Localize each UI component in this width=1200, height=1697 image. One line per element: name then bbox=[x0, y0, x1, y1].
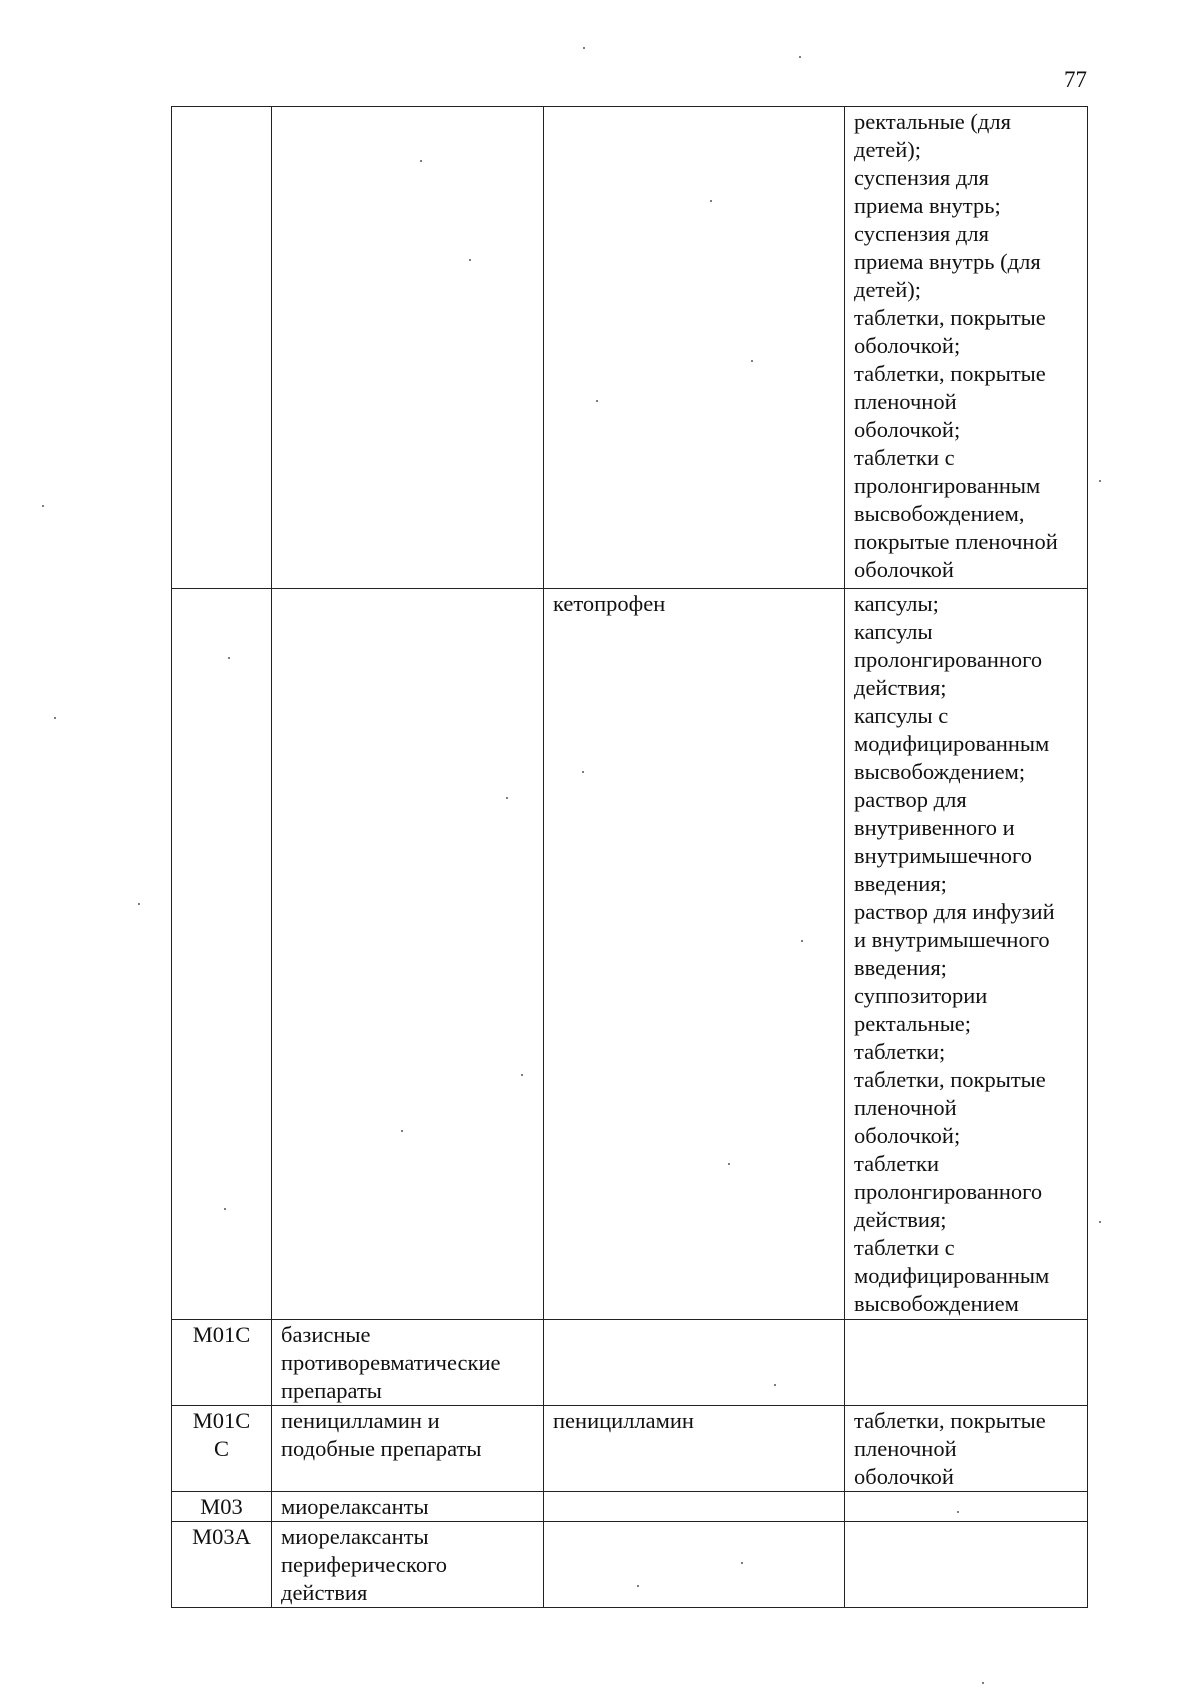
dosage-forms-cell bbox=[845, 1522, 1088, 1608]
cell-line: M01C bbox=[192, 1408, 251, 1433]
cell-line: ректальные (для bbox=[854, 109, 1011, 134]
medication-table bbox=[171, 106, 1088, 1608]
cell-line: действия bbox=[281, 1580, 368, 1605]
cell-line: миорелаксанты bbox=[281, 1524, 429, 1549]
cell-line: введения; bbox=[854, 871, 947, 896]
scan-speck bbox=[728, 1163, 730, 1165]
cell-line: таблетки с bbox=[854, 445, 955, 470]
group-cell bbox=[272, 1320, 544, 1406]
dosage-forms-cell bbox=[845, 1406, 1088, 1492]
cell-line: препараты bbox=[281, 1378, 382, 1403]
substance-cell: пеницилламин bbox=[544, 1406, 845, 1492]
cell-line: пленочной bbox=[854, 1095, 957, 1120]
scan-speck bbox=[228, 657, 230, 659]
atc-code-cell: M03A bbox=[172, 1522, 272, 1608]
cell-line: раствор для bbox=[854, 787, 967, 812]
cell-line: оболочкой; bbox=[854, 1123, 961, 1148]
cell-line: подобные препараты bbox=[281, 1436, 482, 1461]
scan-speck bbox=[582, 771, 584, 773]
substance-cell bbox=[544, 1320, 845, 1406]
table-row bbox=[172, 1320, 1088, 1406]
atc-code-cell: M03 bbox=[172, 1492, 272, 1522]
atc-code-cell bbox=[172, 107, 272, 589]
cell-line: таблетки, покрытые bbox=[854, 1067, 1046, 1092]
cell-line: капсулы; bbox=[854, 591, 939, 616]
scan-speck bbox=[596, 400, 598, 402]
cell-line: детей); bbox=[854, 277, 922, 302]
cell-line: пролонгированного bbox=[854, 1179, 1043, 1204]
cell-line: модифицированным bbox=[854, 1263, 1050, 1288]
table-row bbox=[172, 107, 1088, 589]
cell-line: высвобождением, bbox=[854, 501, 1025, 526]
cell-line: покрытые пленочной bbox=[854, 529, 1058, 554]
substance-cell: кетопрофен bbox=[544, 589, 845, 1320]
scan-speck bbox=[710, 200, 712, 202]
cell-line: приема внутрь (для bbox=[854, 249, 1041, 274]
scan-speck bbox=[801, 940, 803, 942]
cell-line: высвобождением; bbox=[854, 759, 1026, 784]
cell-line: таблетки bbox=[854, 1151, 940, 1176]
scan-speck bbox=[957, 1511, 959, 1513]
table-row bbox=[172, 1492, 1088, 1522]
dosage-forms-cell bbox=[845, 589, 1088, 1320]
scan-speck bbox=[401, 1130, 403, 1132]
scan-speck bbox=[751, 360, 753, 362]
cell-line: противоревматические bbox=[281, 1350, 501, 1375]
dosage-forms-cell bbox=[845, 107, 1088, 589]
cell-line: оболочкой; bbox=[854, 333, 961, 358]
cell-line: действия; bbox=[854, 675, 947, 700]
cell-line: и внутримышечного bbox=[854, 927, 1050, 952]
scan-speck bbox=[637, 1585, 639, 1587]
scan-speck bbox=[741, 1562, 743, 1564]
cell-line: детей); bbox=[854, 137, 922, 162]
cell-line: приема внутрь; bbox=[854, 193, 1001, 218]
cell-line: внутримышечного bbox=[854, 843, 1032, 868]
table-row bbox=[172, 1406, 1088, 1492]
table-row bbox=[172, 589, 1088, 1320]
scan-speck bbox=[1099, 480, 1101, 482]
cell-line: пленочной bbox=[854, 389, 957, 414]
cell-line: действия; bbox=[854, 1207, 947, 1232]
cell-line: суспензия для bbox=[854, 221, 989, 246]
scan-speck bbox=[521, 1074, 523, 1076]
group-cell bbox=[272, 1492, 544, 1522]
atc-code-cell bbox=[172, 589, 272, 1320]
cell-line: таблетки, покрытые bbox=[854, 305, 1046, 330]
cell-line: внутривенного и bbox=[854, 815, 1015, 840]
scan-speck bbox=[224, 1208, 226, 1210]
cell-line: оболочкой; bbox=[854, 417, 961, 442]
scan-speck bbox=[982, 1682, 984, 1684]
dosage-forms-cell bbox=[845, 1492, 1088, 1522]
substance-cell bbox=[544, 1492, 845, 1522]
scan-speck bbox=[799, 56, 801, 58]
atc-code-cell bbox=[172, 1406, 272, 1492]
cell-line: пленочной bbox=[854, 1436, 957, 1461]
cell-line: введения; bbox=[854, 955, 947, 980]
cell-line: раствор для инфузий bbox=[854, 899, 1055, 924]
cell-line: базисные bbox=[281, 1322, 371, 1347]
scan-speck bbox=[42, 505, 44, 507]
substance-cell bbox=[544, 107, 845, 589]
scan-speck bbox=[469, 259, 471, 261]
cell-line: C bbox=[213, 1436, 229, 1461]
cell-line: суспензия для bbox=[854, 165, 989, 190]
cell-line: ректальные; bbox=[854, 1011, 972, 1036]
scan-speck bbox=[54, 717, 56, 719]
cell-line: таблетки, покрытые bbox=[854, 1408, 1046, 1433]
scan-speck bbox=[420, 160, 422, 162]
cell-line: периферического bbox=[281, 1552, 447, 1577]
cell-line: миорелаксанты bbox=[281, 1494, 429, 1519]
group-cell bbox=[272, 1406, 544, 1492]
substance-cell bbox=[544, 1522, 845, 1608]
cell-line: капсулы bbox=[854, 619, 933, 644]
cell-line: суппозитории bbox=[854, 983, 988, 1008]
scan-speck bbox=[138, 903, 140, 905]
cell-line: пролонгированным bbox=[854, 473, 1041, 498]
dosage-forms-cell bbox=[845, 1320, 1088, 1406]
scan-speck bbox=[1099, 1221, 1101, 1223]
group-cell bbox=[272, 107, 544, 589]
scan-speck bbox=[774, 1384, 776, 1386]
cell-line: капсулы с bbox=[854, 703, 949, 728]
cell-line: модифицированным bbox=[854, 731, 1050, 756]
scan-speck bbox=[583, 47, 585, 49]
cell-line: таблетки с bbox=[854, 1235, 955, 1260]
cell-line: пролонгированного bbox=[854, 647, 1043, 672]
cell-line: оболочкой bbox=[854, 557, 954, 582]
group-cell bbox=[272, 1522, 544, 1608]
page-number: 77 bbox=[1064, 67, 1087, 92]
cell-line: таблетки, покрытые bbox=[854, 361, 1046, 386]
cell-line: пеницилламин и bbox=[281, 1408, 440, 1433]
table-row bbox=[172, 1522, 1088, 1608]
scan-speck bbox=[506, 797, 508, 799]
cell-line: таблетки; bbox=[854, 1039, 946, 1064]
atc-code-cell: M01C bbox=[172, 1320, 272, 1406]
cell-line: оболочкой bbox=[854, 1464, 954, 1489]
group-cell bbox=[272, 589, 544, 1320]
cell-line: высвобождением bbox=[854, 1291, 1019, 1316]
